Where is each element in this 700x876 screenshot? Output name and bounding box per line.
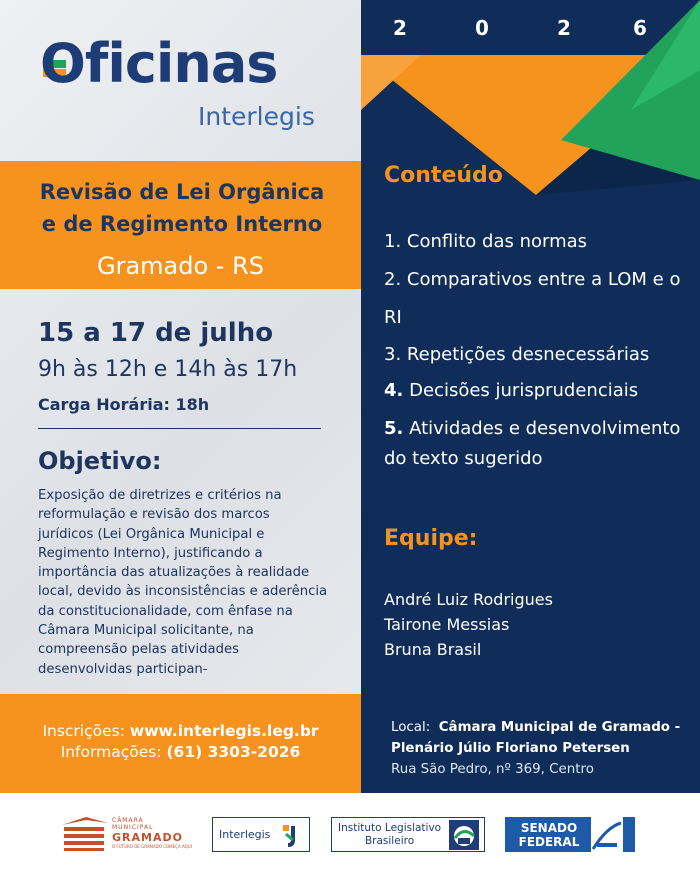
objective-text: Exposição de diretrizes e critérios na reformulação e revisão dos marcos jurídicos (Lei Orgânica Municipal e Regimento Interno), justificando a importância das atualizações à realidade local, devido às inconsistências e aderência da constitucionalidade, com ênfase na Câmara Municipal solicitante, na compreensão pelas atividades desenvolvidas participan- [38,488,328,677]
objective-heading: Objetivo: [38,447,162,475]
registration-link[interactable]: www.interlegis.leg.br [129,722,319,740]
course-title-line2: e de Regimento Interno [41,212,323,236]
partner-logos [0,793,700,876]
brand-subtitle: Interlegis [198,102,315,131]
content-heading: Conteúdo [384,163,503,188]
venue-name-line2: Plenário Júlio Floriano Petersen [391,741,630,756]
venue-name-line1: Câmara Municipal de Gramado - [438,720,681,735]
brand-title: Oficinas [40,32,278,95]
year-digit-1: 2 [393,16,407,40]
course-hours: 9h às 12h e 14h às 17h [38,357,298,382]
list-item: 5. Atividades e desenvolvimento do texto sugerido [384,417,681,469]
venue-address: Rua São Pedro, nº 369, Centro [391,762,594,777]
course-city: Gramado - RS [96,252,264,280]
phone-number[interactable]: (61) 3303-2026 [166,743,301,761]
list-item: 3. Repetições desnecessárias [384,343,650,365]
course-workload: Carga Horária: 18h [38,395,210,414]
content-list [384,224,694,474]
venue-info: Local: Câmara Municipal de Gramado - Plenário Júlio Floriano Petersen Rua São Pedro, nº 369, Centro [391,717,696,780]
team-member: Tairone Messias [384,615,510,634]
interlegis-logo: Interlegis [212,817,310,852]
year-digits [393,16,653,42]
list-item: 1. Conflito das normas [384,231,588,252]
course-title [12,176,352,240]
course-date: 15 a 17 de julho [38,318,274,348]
registration-info: Inscrições: www.interlegis.leg.br Informações: (61) 3303-2026 [42,722,319,761]
team-member: Bruna Brasil [384,640,482,659]
year-digit-2: 0 [475,16,489,40]
divider [38,428,321,429]
interlegis-mark-icon [280,822,306,848]
senado-logo: SENADO FEDERAL [505,817,635,852]
team-heading: Equipe: [384,526,478,551]
camara-gramado-logo: CÂMARA MUNICIPAL GRAMADO O FUTURO DE GRAMADO COMEÇA AQUI [62,817,202,857]
ilb-logo: Instituto Legislativo Brasileiro [331,817,485,852]
year-digit-3: 2 [557,16,571,40]
year-digit-4: 6 [633,16,647,40]
camara-building-icon [62,817,108,851]
senado-mark-icon [587,817,627,852]
list-item: 2. Comparativos entre a LOM e o RI [384,268,681,328]
team-list [384,587,553,662]
ilb-mark-icon [449,820,479,850]
course-title-line1: Revisão de Lei Orgânica [39,180,325,204]
list-item: 4. Decisões jurisprudenciais [384,380,639,401]
team-member: André Luiz Rodrigues [384,590,553,609]
